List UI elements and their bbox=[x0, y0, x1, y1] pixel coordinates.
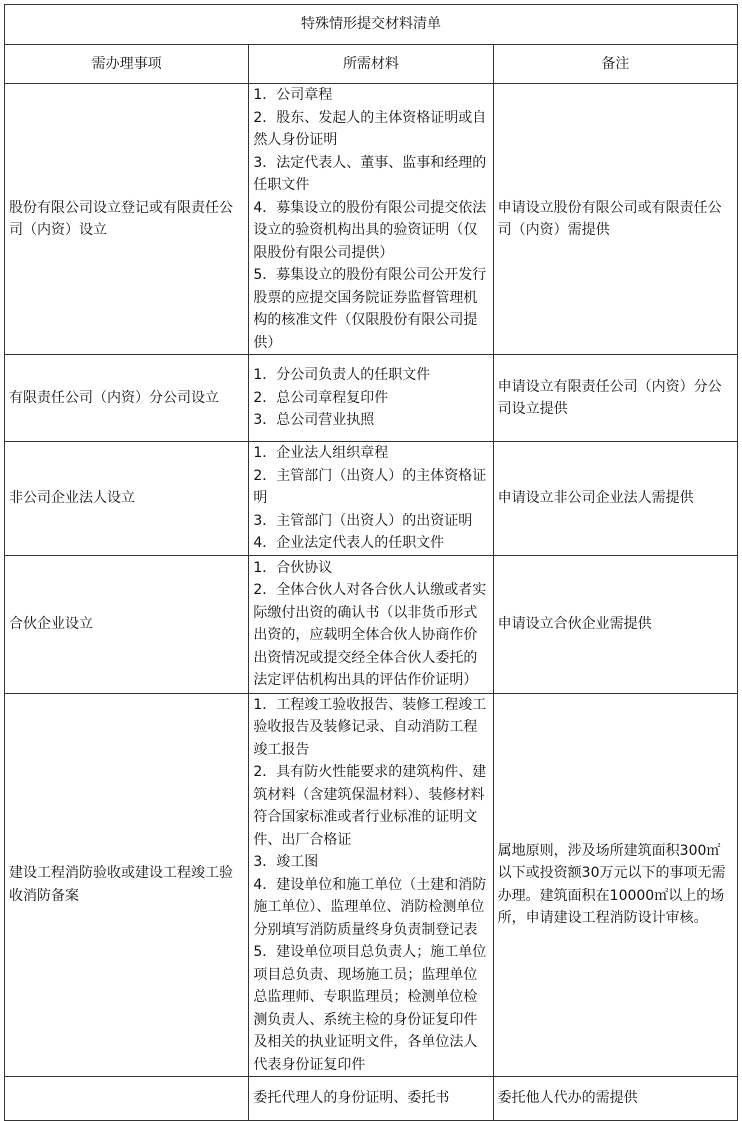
item-cell: 非公司企业法人设立 bbox=[5, 442, 249, 556]
header-materials: 所需材料 bbox=[249, 45, 493, 84]
note-cell: 申请设立有限责任公司（内资）分公司设立提供 bbox=[493, 355, 737, 442]
materials-list bbox=[253, 1087, 488, 1110]
material-item: 2．具有防火性能要求的建筑构件、建筑材料（含建筑保温材料）、装修材料符合国家标准或者行业标准的证明文件、出厂合格证 bbox=[253, 764, 487, 848]
note-cell: 申请设立合伙企业需提供 bbox=[493, 555, 737, 693]
material-item: 3．总公司营业执照 bbox=[253, 412, 375, 429]
material-item: 3．主管部门（出资人）的出资证明 bbox=[253, 512, 473, 529]
material-item: 2．股东、发起人的主体资格证明或自然人身份证明 bbox=[253, 109, 487, 148]
material-item: 2．全体合伙人对各合伙人认缴或者实际缴付出资的确认书（以非货币形式出资的，应载明全体合伙人协商作价出资情况或提交经全体合伙人委托的法定评估机构出具的评估作价证明） bbox=[253, 582, 487, 688]
materials-cell bbox=[249, 1077, 493, 1121]
table-row bbox=[5, 1077, 738, 1121]
material-item: 1．企业法人组织章程 bbox=[253, 445, 389, 461]
material-item: 1．合伙协议 bbox=[253, 559, 333, 576]
header-item: 需办理事项 bbox=[5, 45, 249, 84]
materials-list bbox=[253, 364, 488, 432]
material-item: 4．企业法定代表人的任职文件 bbox=[253, 535, 445, 551]
materials-list bbox=[253, 557, 488, 692]
materials-cell bbox=[249, 555, 493, 693]
materials-list bbox=[253, 442, 488, 555]
material-item: 1．公司章程 bbox=[253, 87, 333, 103]
materials-table bbox=[4, 4, 738, 1121]
material-item: 4．募集设立的股份有限公司提交依法设立的验资机构出具的验资证明（仅限股份有限公司提供） bbox=[253, 199, 487, 261]
material-item: 2．主管部门（出资人）的主体资格证明 bbox=[253, 467, 487, 506]
material-item: 1．分公司负责人的任职文件 bbox=[253, 367, 431, 384]
table-row bbox=[5, 693, 738, 1077]
material-item: 4．建设单位和施工单位（土建和消防施工单位）、监理单位、消防检测单位分别填写消防质量终身负责制登记表 bbox=[253, 876, 487, 938]
materials-cell bbox=[249, 355, 493, 442]
note-cell: 申请设立非公司企业法人需提供 bbox=[493, 442, 737, 556]
item-cell: 建设工程消防验收或建设工程竣工验收消防备案 bbox=[5, 693, 249, 1077]
item-cell: 股份有限公司设立登记或有限责任公司（内资）设立 bbox=[5, 84, 249, 355]
note-cell: 属地原则，涉及场所建筑面积300㎡以下或投资额30万元以下的事项无需办理。建筑面积在10000㎡以上的场所，申请建设工程消防设计审核。 bbox=[493, 693, 737, 1077]
material-item: 5．募集设立的股份有限公司公开发行股票的应提交国务院证券监督管理机构的核准文件（仅限股份有限公司提供） bbox=[253, 267, 487, 351]
material-item: 委托代理人的身份证明、委托书 bbox=[253, 1090, 450, 1107]
material-item: 3．竣工图 bbox=[253, 854, 319, 870]
item-cell: 有限责任公司（内资）分公司设立 bbox=[5, 355, 249, 442]
item-cell: 合伙企业设立 bbox=[5, 555, 249, 693]
material-item: 3．法定代表人、董事、监事和经理的任职文件 bbox=[253, 154, 487, 193]
material-item: 2．总公司章程复印件 bbox=[253, 389, 389, 406]
table-title: 特殊情形提交材料清单 bbox=[5, 5, 738, 45]
table-row bbox=[5, 355, 738, 442]
material-item: 1．工程竣工验收报告、装修工程竣工验收报告及装修记录、自动消防工程竣工报告 bbox=[253, 696, 487, 758]
table-body bbox=[5, 84, 738, 1121]
materials-list bbox=[253, 84, 488, 354]
table-row bbox=[5, 442, 738, 556]
materials-cell bbox=[249, 693, 493, 1077]
materials-cell bbox=[249, 84, 493, 355]
materials-cell bbox=[249, 442, 493, 556]
item-cell bbox=[5, 1077, 249, 1121]
note-cell: 申请设立股份有限公司或有限责任公司（内资）需提供 bbox=[493, 84, 737, 355]
table-row bbox=[5, 555, 738, 693]
material-item: 5．建设单位项目总负责人；施工单位项目总负责、现场施工员；监理单位总监理师、专职监理员；检测单位检测负责人、系统主检的身份证复印件及相关的执业证明文件，各单位法人代表身份证复印件 bbox=[253, 944, 487, 1073]
materials-list bbox=[253, 694, 488, 1077]
note-cell: 委托他人代办的需提供 bbox=[493, 1077, 737, 1121]
header-notes: 备注 bbox=[493, 45, 737, 84]
table-row bbox=[5, 84, 738, 355]
